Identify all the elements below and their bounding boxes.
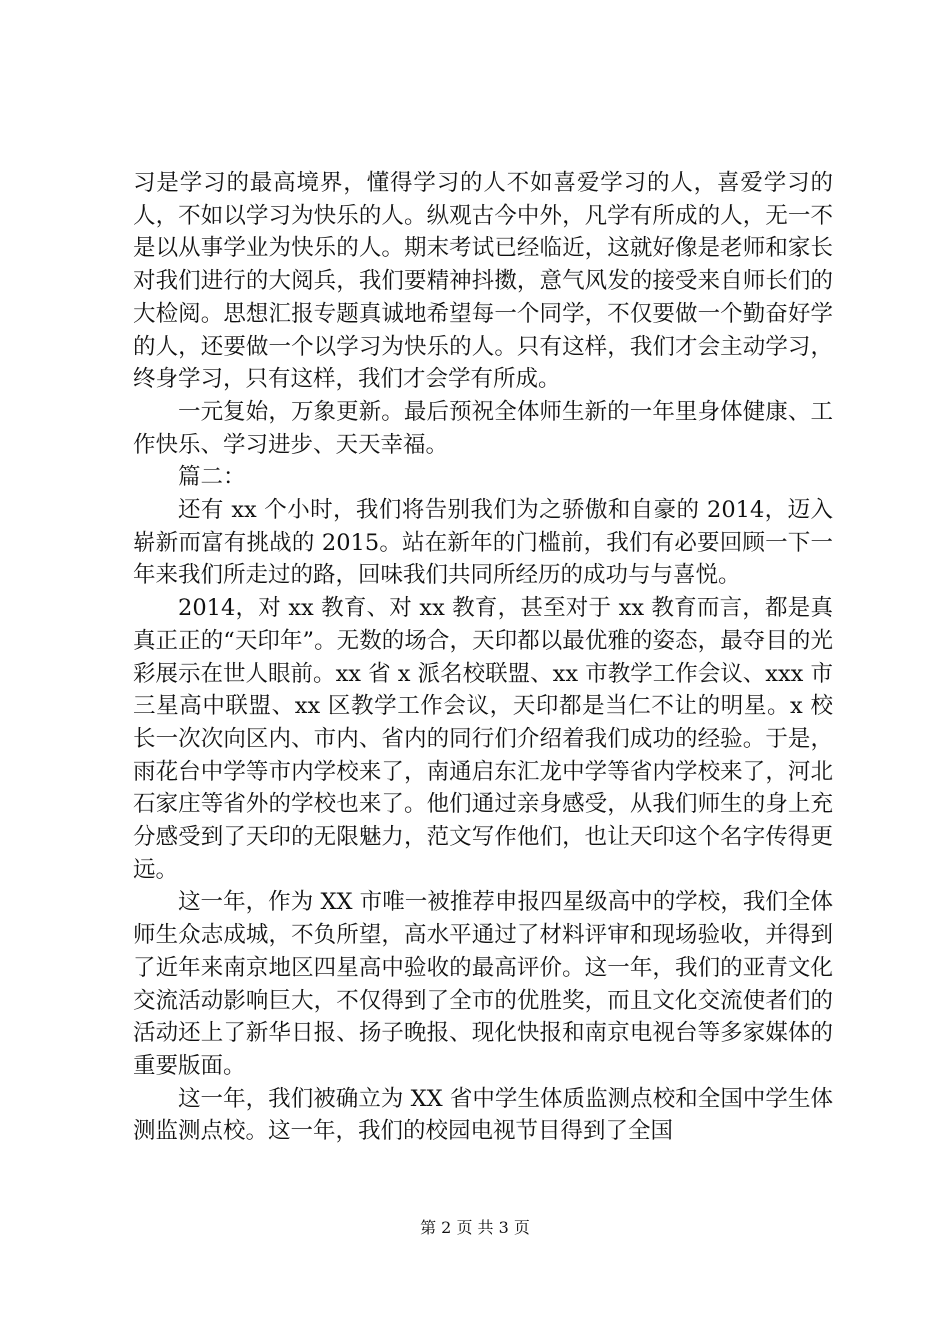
paragraph-5: 这一年，作为 XX 市唯一被推荐申报四星级高中的学校，我们全体师生众志成城，不负所望，高水平通过了材料评审和现场验收，并得到了近年来南京地区四星高中验收的最高评价。这一年，我们的亚青文化交流活动影响巨大，不仅得到了全市的优胜奖，而且文化交流使者们的活动还上了新华日报、扬子晚报、现化快报和南京电视台等多家媒体的重要版面。 (133, 889, 833, 1079)
paragraph-4: 2014，对 xx 教育、对 xx 教育，甚至对于 xx 教育而言，都是真真正正的“天印年”。无数的场合，天印都以最优雅的姿态，最夺目的光彩展示在世人眼前。xx 省 x 派名校联盟、xx 市教学工作会议、xxx 市三星高中联盟、xx 区教学工作会议，天印都是当仁不让的明星。x 校长一次次向区内、市内、省内的同行们介绍着我们成功的经验。于是，雨花台中学等市内学校来了，南通启东汇龙中学等省内学校来了，河北石家庄等省外的学校也来了。他们通过亲身感受，从我们师生的身上充分感受到了天印的无限魅力，范文写作他们，也让天印这个名字传得更远。 (133, 595, 833, 883)
paragraph-2: 一元复始，万象更新。最后预祝全体师生新的一年里身体健康、工作快乐、学习进步、天天幸福。 (133, 398, 833, 458)
page-footer (0, 1218, 950, 1238)
paragraph-6: 这一年，我们被确立为 XX 省中学生体质监测点校和全国中学生体测监测点校。这一年，我们的校园电视节目得到了全国 (133, 1085, 833, 1145)
paragraph-3: 还有 xx 个小时，我们将告别我们为之骄傲和自豪的 2014，迈入崭新而富有挑战的 2015。站在新年的门槛前，我们有必要回顾一下一年来我们所走过的路，回味我们共同所经历的成功与与喜悦。 (133, 497, 833, 589)
page-number-label: 第 2 页 共 3 页 (420, 1218, 530, 1237)
section-heading-part-two: 篇二： (178, 464, 246, 491)
paragraph-1: 习是学习的最高境界，懂得学习的人不如喜爱学习的人，喜爱学习的人，不如以学习为快乐的人。纵观古今中外，凡学有所成的人，无一不是以从事学业为快乐的人。期末考试已经临近，这就好像是老师和家长对我们进行的大阅兵，我们要精神抖擞，意气风发的接受来自师长们的大检阅。思想汇报专题真诚地希望每一个同学，不仅要做一个勤奋好学的人，还要做一个以学习为快乐的人。只有这样，我们才会主动学习，终身学习，只有这样，我们才会学有所成。 (133, 170, 833, 393)
body-text (133, 167, 833, 1148)
